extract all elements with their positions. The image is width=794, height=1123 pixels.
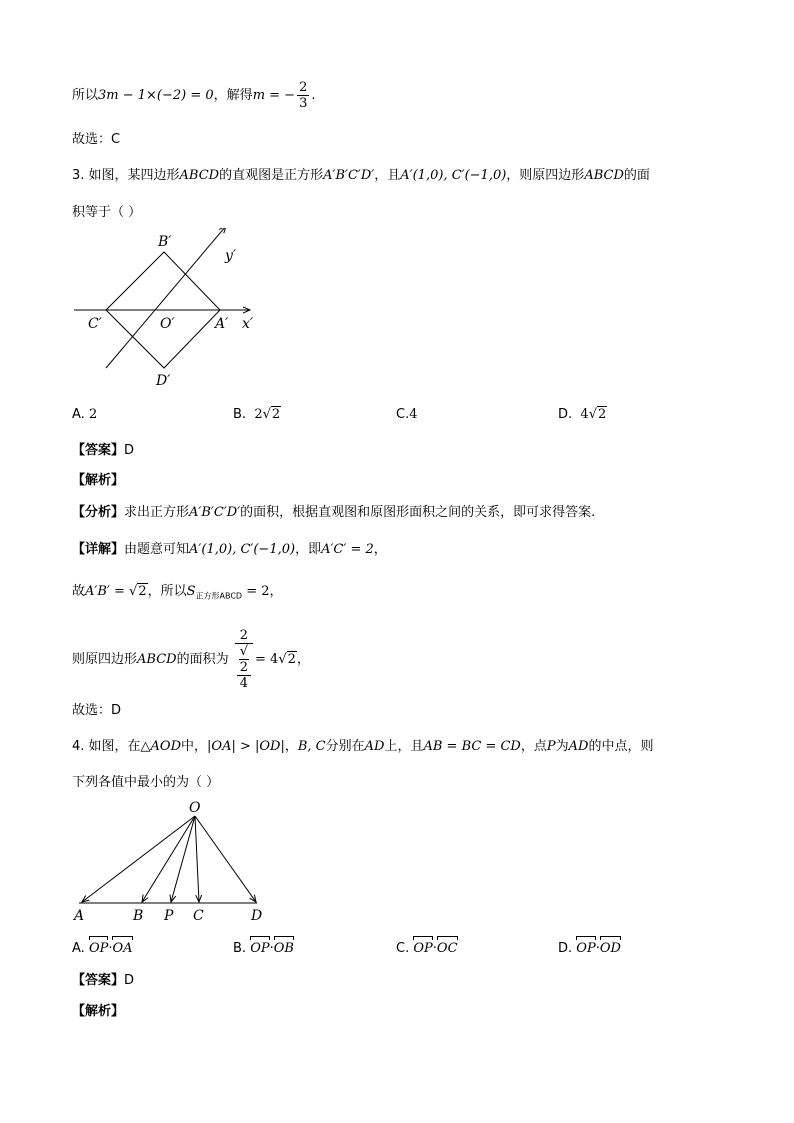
label-y: y′ — [225, 248, 237, 264]
q4-option-c[interactable]: C. OP·OC — [396, 935, 458, 959]
q2-equation: 3m − 1×(−2) = 0 — [98, 88, 214, 103]
q3-option-c[interactable]: C.4 — [396, 407, 418, 422]
label-C: C — [193, 908, 204, 924]
q4-stem-line1: 4. 如图，在△AOD中，|OA| > |OD|，B, C分别在AD上，且AB = BC = CD，点P为AD的中点，则 — [72, 739, 654, 754]
q3-option-d[interactable]: D. 4√2 — [558, 407, 607, 422]
q3-xiangjie-line3: 则原四边形ABCD的面积为 2 √ 2 4 = 4√2， — [72, 628, 310, 691]
label-B: B′ — [158, 234, 172, 250]
q3-xiangjie-line1: 【详解】由题意可知A′(1,0), C′(−1,0)，即A′C′ = 2， — [72, 542, 387, 557]
vector-OP — [171, 816, 195, 902]
q2-answer: 故选：C — [72, 132, 121, 147]
q3-stem-line2: 积等于（ ） — [72, 205, 142, 220]
label-P: P — [164, 908, 174, 924]
q4-figure — [65, 798, 280, 926]
q4-option-a[interactable]: A. OP·OA — [72, 935, 133, 959]
q3-xiangjie-line2: 故A′B′ = √2，所以$S_{正方形ABCD} = 2$， — [72, 584, 283, 601]
q3-answer: 【答案】D — [72, 443, 135, 458]
q4-option-d[interactable]: D. OP·OD — [558, 935, 621, 959]
q2-fraction: $\frac{2}{3}$ — [299, 80, 308, 111]
vector-OC — [195, 816, 199, 902]
vector-OB — [142, 816, 195, 902]
label-x: x′ — [242, 316, 254, 332]
vector-OA — [82, 816, 195, 902]
label-D: D′ — [156, 373, 171, 389]
q4-analysis-tag: 【解析】 — [72, 1004, 125, 1019]
q4-answer: 【答案】D — [72, 973, 135, 988]
q3-analysis-tag: 【解析】 — [72, 473, 125, 488]
q3-fenxi: 【分析】求出正方形A′B′C′D′的面积，根据直观图和原图形面积之间的关系，即可求得答案. — [72, 505, 596, 520]
q4-option-b[interactable]: B. OP·OB — [233, 935, 294, 959]
label-B: B — [133, 908, 144, 924]
label-A: A′ — [215, 316, 229, 332]
q3-figure — [60, 228, 280, 393]
q4-stem-line2: 下列各值中最小的为（ ） — [72, 775, 220, 790]
label-A: A — [74, 908, 85, 924]
label-D: D — [251, 908, 263, 924]
area-fraction: 2 √ 2 4 — [235, 628, 253, 691]
q3-final-answer: 故选：D — [72, 703, 122, 718]
label-O: O′ — [160, 316, 175, 332]
q3-stem-line1: 3. 如图，某四边形ABCD的直观图是正方形A′B′C′D′，且A′(1,0), C′(−1,0)，则原四边形ABCD的面 — [72, 168, 650, 183]
q3-option-b[interactable]: B. 2√2 — [233, 407, 281, 422]
q2-solution-line: 所以3m − 1×(−2) = 0，解得m = − $\frac{2}{3}$ . — [72, 80, 316, 111]
label-O: O — [189, 800, 201, 816]
vector-OD — [195, 816, 256, 902]
label-C: C′ — [88, 316, 102, 332]
q3-option-a[interactable]: A. 2 — [72, 407, 98, 422]
